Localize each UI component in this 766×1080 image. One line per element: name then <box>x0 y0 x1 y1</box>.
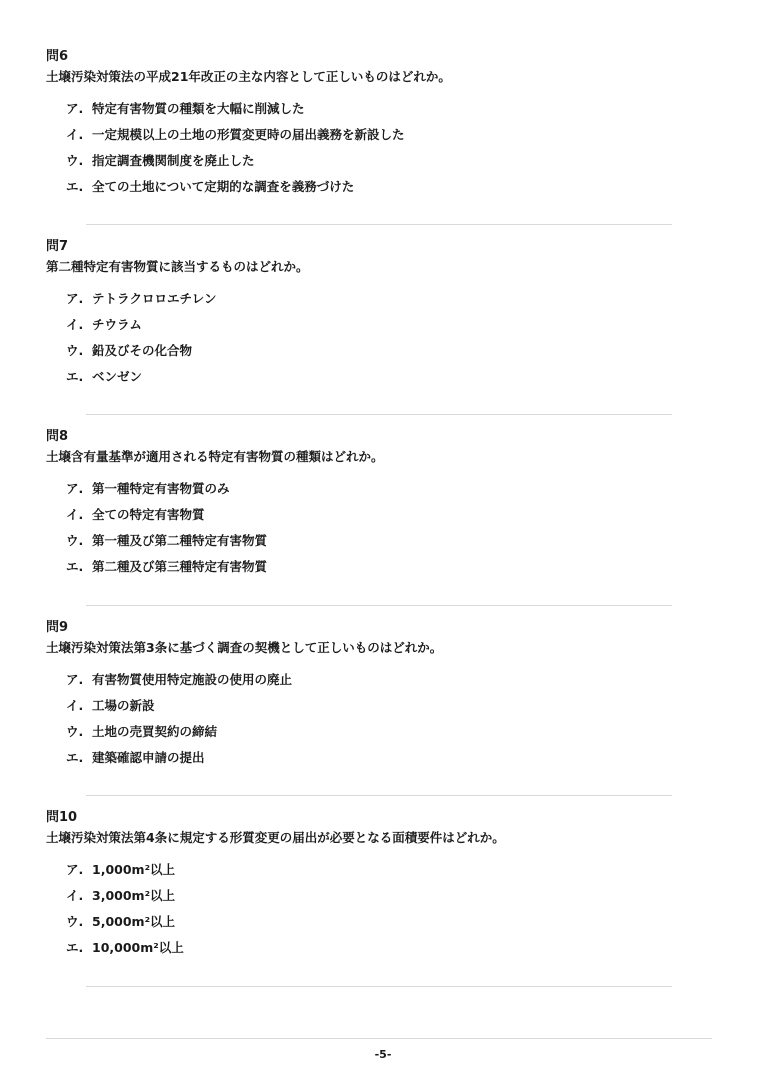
option-text: 全ての特定有害物質 <box>92 507 205 522</box>
question-text: 土壌汚染対策法第4条に規定する形質変更の届出が必要となる面積要件はどれか。 <box>46 830 505 845</box>
page-number: -5- <box>374 1048 392 1061</box>
option-a <box>66 861 686 887</box>
option-text: 指定調査機関制度を廃止した <box>92 153 255 168</box>
option-text: 5,000m²以上 <box>92 914 176 929</box>
option-u <box>66 532 686 558</box>
option-text: 10,000m²以上 <box>92 940 184 955</box>
option-label: ア. <box>66 291 84 306</box>
question-text: 土壌含有量基準が適用される特定有害物質の種類はどれか。 <box>46 449 384 464</box>
option-list <box>66 480 686 584</box>
question-number: 問10 <box>46 810 78 825</box>
option-label: エ. <box>66 559 84 574</box>
option-label: ウ. <box>66 533 84 548</box>
option-u <box>66 723 686 749</box>
option-label: エ. <box>66 940 84 955</box>
option-label: ウ. <box>66 343 84 358</box>
option-label: ウ. <box>66 153 84 168</box>
option-list <box>66 100 686 204</box>
option-label: エ. <box>66 369 84 384</box>
option-label: イ. <box>66 317 84 332</box>
section-divider <box>86 986 672 987</box>
question-number: 問6 <box>46 49 69 64</box>
option-u <box>66 913 686 939</box>
option-label: ア. <box>66 101 84 116</box>
option-label: イ. <box>66 507 84 522</box>
option-text: 有害物質使用特定施設の使用の廃止 <box>92 672 293 687</box>
option-label: イ. <box>66 888 84 903</box>
question-6 <box>46 48 686 204</box>
option-label: ウ. <box>66 724 84 739</box>
option-label: イ. <box>66 127 84 142</box>
option-text: ベンゼン <box>92 369 143 384</box>
option-e <box>66 939 686 965</box>
section-divider <box>86 224 672 225</box>
footer-divider <box>46 1038 712 1039</box>
option-a <box>66 671 686 697</box>
option-i <box>66 126 686 152</box>
option-label: エ. <box>66 750 84 765</box>
option-a <box>66 480 686 506</box>
option-text: 土地の売買契約の締結 <box>92 724 218 739</box>
question-number: 問9 <box>46 620 69 635</box>
option-text: 一定規模以上の土地の形質変更時の届出義務を新設した <box>92 127 405 142</box>
option-text: 鉛及びその化合物 <box>92 343 193 358</box>
option-u <box>66 152 686 178</box>
option-text: 建築確認申請の提出 <box>92 750 205 765</box>
option-text: 第一種特定有害物質のみ <box>92 481 230 496</box>
option-text: 3,000m²以上 <box>92 888 176 903</box>
option-u <box>66 342 686 368</box>
option-text: 第二種及び第三種特定有害物質 <box>92 559 268 574</box>
option-text: 全ての土地について定期的な調査を義務づけた <box>92 179 355 194</box>
option-label: ア. <box>66 862 84 877</box>
option-list <box>66 861 686 965</box>
option-e <box>66 558 686 584</box>
option-e <box>66 178 686 204</box>
option-label: イ. <box>66 698 84 713</box>
question-7 <box>46 238 686 394</box>
question-number: 問8 <box>46 429 69 444</box>
option-text: 特定有害物質の種類を大幅に削減した <box>92 101 305 116</box>
option-i <box>66 887 686 913</box>
option-text: チウラム <box>92 317 142 332</box>
option-list <box>66 290 686 394</box>
option-i <box>66 506 686 532</box>
option-label: ウ. <box>66 914 84 929</box>
question-text: 土壌汚染対策法の平成21年改正の主な内容として正しいものはどれか。 <box>46 69 451 84</box>
question-8 <box>46 428 686 584</box>
option-label: ア. <box>66 672 84 687</box>
section-divider <box>86 795 672 796</box>
option-a <box>66 290 686 316</box>
option-a <box>66 100 686 126</box>
section-divider <box>86 414 672 415</box>
section-divider <box>86 605 672 606</box>
option-e <box>66 749 686 775</box>
option-list <box>66 671 686 775</box>
option-text: 1,000m²以上 <box>92 862 176 877</box>
question-text: 土壌汚染対策法第3条に基づく調査の契機として正しいものはどれか。 <box>46 640 443 655</box>
option-e <box>66 368 686 394</box>
option-label: ア. <box>66 481 84 496</box>
option-label: エ. <box>66 179 84 194</box>
option-text: テトラクロロエチレン <box>92 291 217 306</box>
option-i <box>66 316 686 342</box>
question-number: 問7 <box>46 239 69 254</box>
option-text: 第一種及び第二種特定有害物質 <box>92 533 268 548</box>
option-text: 工場の新設 <box>92 698 155 713</box>
option-i <box>66 697 686 723</box>
question-9 <box>46 619 686 775</box>
question-10 <box>46 809 686 965</box>
question-text: 第二種特定有害物質に該当するものはどれか。 <box>46 259 309 274</box>
